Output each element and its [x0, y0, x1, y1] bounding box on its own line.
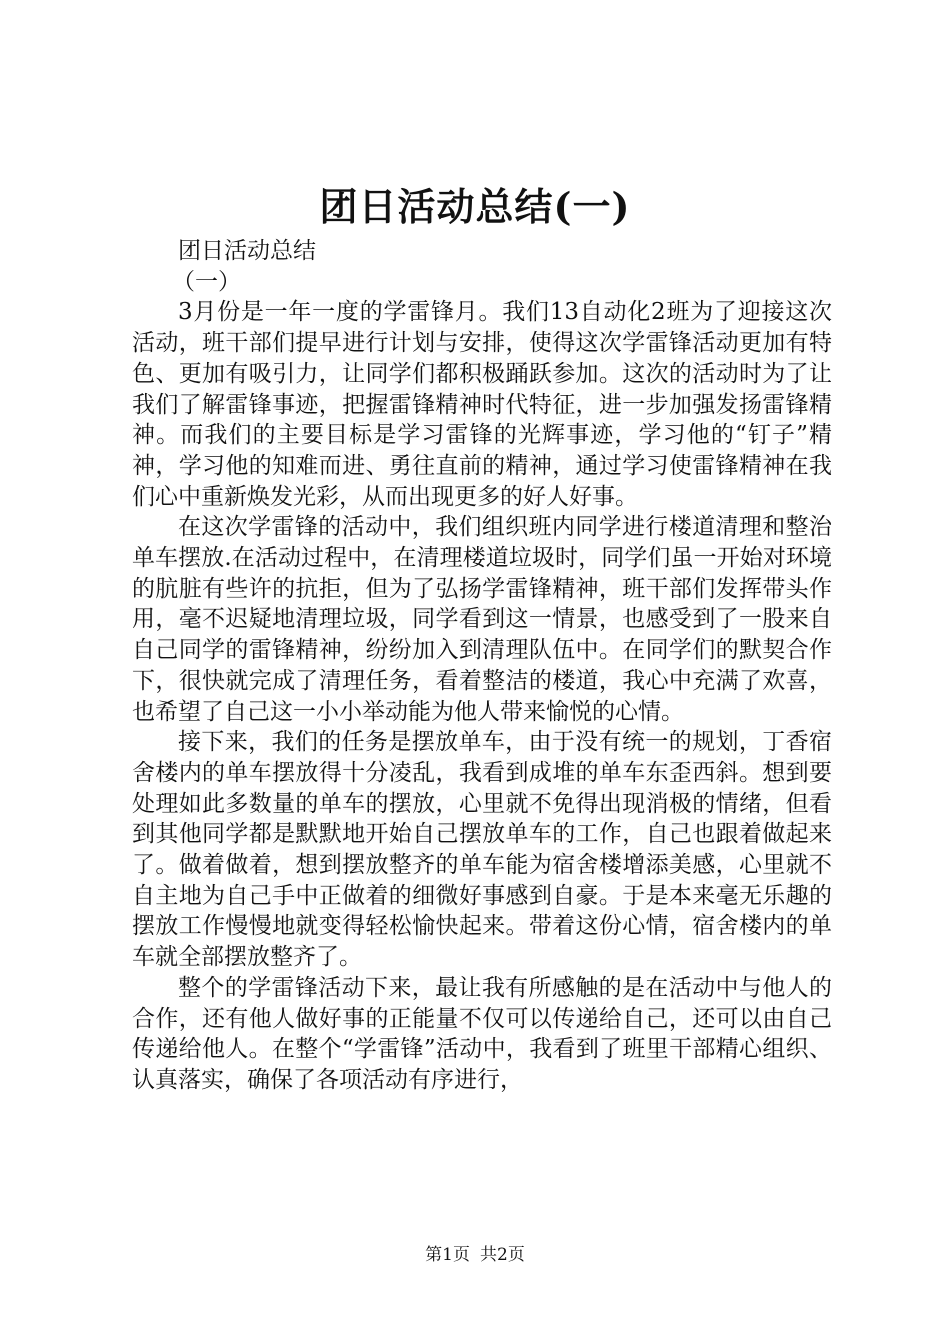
page-number-current: 第1页: [425, 1245, 470, 1265]
body-paragraph: 3月份是一年一度的学雷锋月。我们13自动化2班为了迎接这次活动，班干部们提早进行计划与安排，使得这次学雷锋活动更加有特色、更加有吸引力，让同学们都积极踊跃参加。这次的活动时为了让我们了解雷锋事迹，把握雷锋精神时代特征，进一步加强发扬雷锋精神。而我们的主要目标是学习雷锋的光辉事迹，学习他的“钉子”精神，学习他的知难而进、勇往直前的精神，通过学习使雷锋精神在我们心中重新焕发光彩，从而出现更多的好人好事。: [132, 299, 832, 510]
body-paragraph: 整个的学雷锋活动下来，最让我有所感触的是在活动中与他人的合作，还有他人做好事的正能量不仅可以传递给自己，还可以由自己传递给他人。在整个“学雷锋”活动中，我看到了班里干部精心组织、认真落实，确保了各项活动有序进行，: [132, 974, 832, 1093]
document-body: [132, 236, 832, 1096]
body-paragraph: 接下来，我们的任务是摆放单车，由于没有统一的规划，丁香宿舍楼内的单车摆放得十分凌乱，我看到成堆的单车东歪西斜。想到要处理如此多数量的单车的摆放，心里就不免得出现消极的情绪，但看到其他同学都是默默地开始自己摆放单车的工作，自己也跟着做起来了。做着做着，想到摆放整齐的单车能为宿舍楼增添美感，心里就不自主地为自己手中正做着的细微好事感到自豪。于是本来毫无乐趣的摆放工作慢慢地就变得轻松愉快起来。带着这份心情，宿舍楼内的单车就全部摆放整齐了。: [132, 729, 832, 971]
section-number: （一）: [172, 268, 241, 295]
document-title: 团日活动总结(一): [319, 184, 631, 229]
page-number-total: 共2页: [480, 1245, 525, 1265]
document-subtitle: 团日活动总结: [178, 238, 316, 264]
body-paragraph: 在这次学雷锋的活动中，我们组织班内同学进行楼道清理和整治单车摆放.在活动过程中，在清理楼道垃圾时，同学们虽一开始对环境的肮脏有些许的抗拒，但为了弘扬学雷锋精神，班干部们发挥带头作用，毫不迟疑地清理垃圾，同学看到这一情景，也感受到了一股来自自己同学的雷锋精神，纷纷加入到清理队伍中。在同学们的默契合作下，很快就完成了清理任务，看着整洁的楼道，我心中充满了欢喜，也希望了自己这一小小举动能为他人带来愉悦的心情。: [132, 514, 832, 725]
page-footer: [0, 1243, 950, 1267]
